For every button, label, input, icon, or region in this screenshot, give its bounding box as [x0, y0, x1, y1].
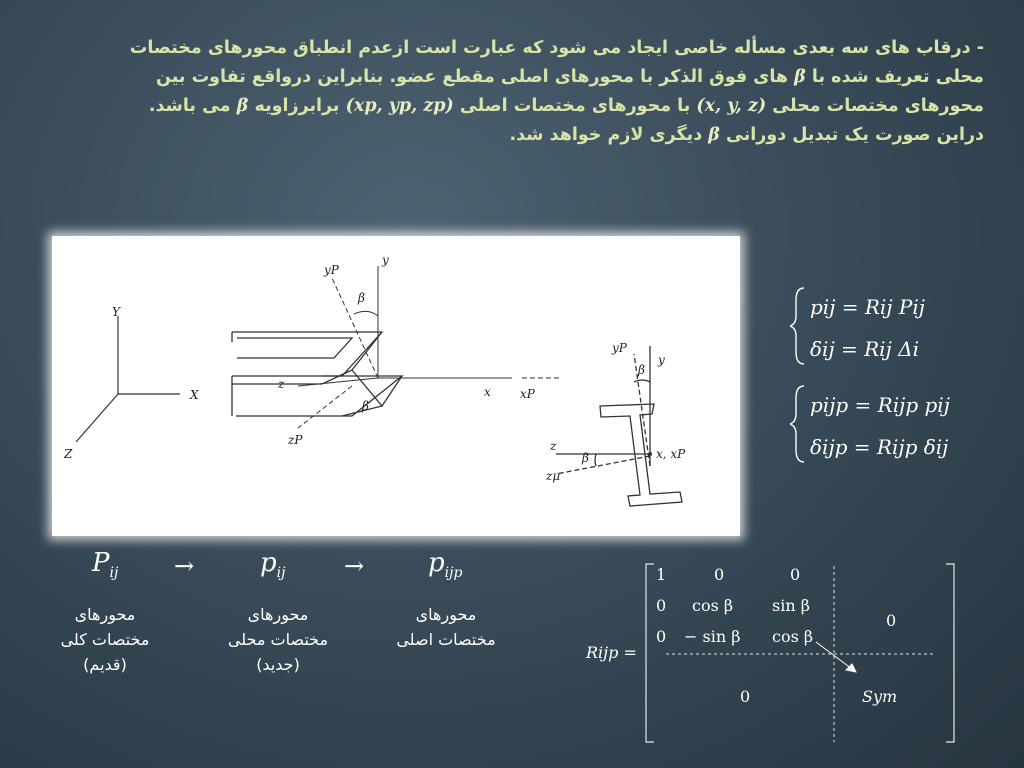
- para-line-2: محلی تعریف شده با β های فوق الذکر با محورهای اصلی مقطع عضو. بنابراین درواقع تفاوت بین: [156, 67, 984, 87]
- matrix-cell: 0: [656, 627, 667, 646]
- global-y-label: Y: [112, 305, 120, 319]
- principal-caption: محورهای مختصات اصلی: [396, 605, 496, 649]
- section-y-label: y: [658, 353, 665, 367]
- local-caption: محورهای مختصات محلی (جدید): [227, 605, 329, 674]
- global-caption: محورهای مختصات کلی (قدیم): [60, 605, 150, 674]
- section-yp-label: yP: [612, 341, 627, 355]
- local-z-label: z: [278, 377, 285, 391]
- matrix-cell: cos β: [772, 627, 814, 646]
- matrix-partition: [666, 566, 936, 742]
- i-section: [556, 346, 682, 506]
- section-beta-label: β: [638, 363, 645, 377]
- beta-symbol: β: [794, 67, 806, 87]
- beta-symbol: β: [708, 125, 720, 145]
- equation-4: δijp = Rijp δij: [810, 435, 949, 459]
- rotation-matrix: [580, 556, 980, 751]
- matrix-cell: 1: [656, 565, 667, 584]
- principal-z-label: zP: [288, 433, 303, 447]
- equation-braces: [790, 288, 804, 462]
- section-z-label: z: [550, 439, 557, 453]
- section-zmu-label: zμ: [546, 469, 561, 483]
- coordinate-flow: [40, 548, 540, 728]
- equation-1: pij = Rij Pij: [810, 295, 925, 319]
- equation-3: pijp = Rijp pij: [810, 393, 950, 417]
- principal-symbol: $p_{ijp}$: [428, 548, 463, 582]
- local-symbol: $p_{ij}$: [260, 548, 286, 582]
- matrix-bottom-left: 0: [740, 687, 751, 706]
- beta-symbol: β: [236, 96, 249, 116]
- symmetry-arrow-icon: [816, 642, 856, 672]
- matrix-top-right: 0: [886, 611, 897, 630]
- section-beta-label: β: [582, 451, 589, 465]
- section-x-label: x, xP: [656, 447, 686, 461]
- local-y-label: y: [382, 253, 389, 267]
- local-axes-symbol: (x, y, z): [696, 96, 767, 116]
- matrix-cell: cos β: [692, 596, 734, 615]
- global-axes: [76, 316, 180, 442]
- flow-arrow-icon: →: [174, 552, 195, 580]
- matrix-cell: − sin β: [684, 627, 741, 646]
- local-axes: [298, 266, 562, 428]
- member-axes-figure: [52, 236, 740, 536]
- matrix-cell: 0: [714, 565, 725, 584]
- equation-2: δij = Rij Δi: [810, 337, 919, 361]
- global-x-label: X: [190, 388, 199, 402]
- matrix-sym: Sym: [862, 687, 898, 706]
- local-x-label: x: [484, 385, 491, 399]
- section-origin: [648, 452, 652, 456]
- principal-y-label: yP: [324, 263, 339, 277]
- para-line-1: - درقاب های سه بعدی مسأله خاصی ایجاد می شود که عبارت است ازعدم انطباق محورهای مختصات: [129, 38, 984, 58]
- global-z-label: Z: [64, 447, 73, 461]
- matrix-cell: 0: [656, 596, 667, 615]
- principal-x-label: xP: [520, 387, 535, 401]
- matrix-label: Rijp =: [586, 643, 637, 662]
- transformation-equations: [790, 282, 990, 482]
- beta-angle-label: β: [358, 291, 365, 305]
- intro-paragraph: [40, 34, 984, 150]
- para-line-4: دراین صورت یک تبدیل دورانی β دیگری لازم خواهد شد.: [509, 125, 984, 145]
- matrix-cell: sin β: [772, 596, 810, 615]
- flow-arrow-icon: →: [344, 552, 365, 580]
- para-line-3: محورهای مختصات محلی (x, y, z) با محورهای مختصات اصلی (xp, yp, zp) برابرزاویه β می باشد.: [148, 96, 984, 116]
- principal-axes-symbol: (xp, yp, zp): [345, 96, 454, 116]
- member-axes-drawing: [52, 236, 740, 536]
- global-symbol: $P_{ij}$: [92, 548, 119, 582]
- beta-angle-label: β: [362, 399, 369, 413]
- matrix-brackets: [646, 564, 954, 742]
- matrix-cell: 0: [790, 565, 801, 584]
